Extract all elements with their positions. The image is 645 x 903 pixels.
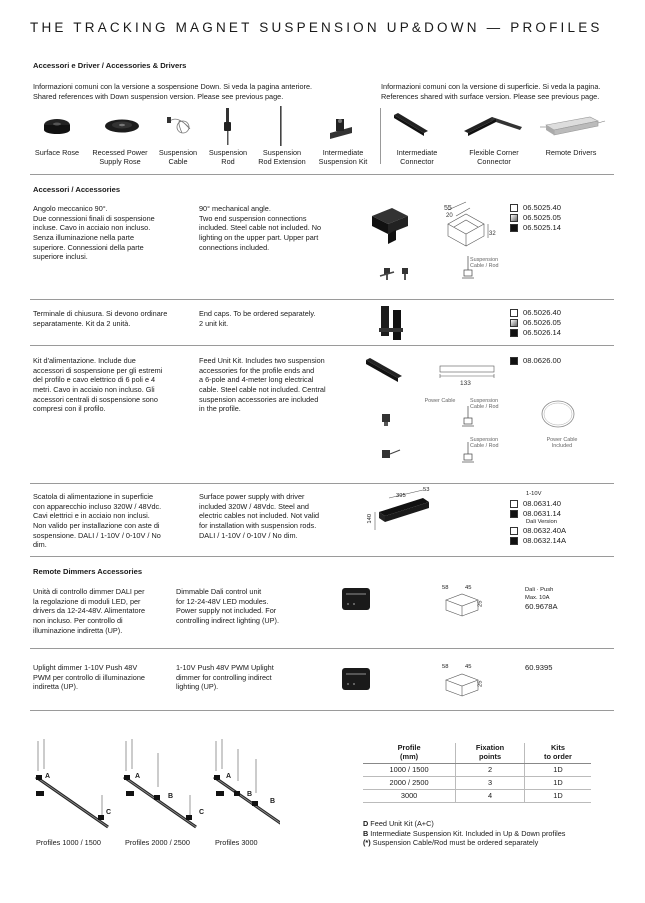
label-c: C	[106, 809, 112, 816]
section-heading-dimmers: Remote Dimmers Accessories	[33, 567, 143, 576]
caption-flexible-corner: Flexible Corner Connector	[469, 148, 519, 167]
dimmer1-info	[525, 587, 558, 612]
suspension-parts-image	[380, 268, 408, 280]
rule	[30, 710, 614, 711]
label-a: A	[226, 773, 232, 780]
end-caps-image	[375, 302, 415, 342]
caption-intermediate-connector: Intermediate Connector	[396, 148, 438, 167]
dim-45: 45	[465, 585, 472, 591]
dimmer2-text-en: 1-10V Push 48V PWM Uplight dimmer for controlling indirect lighting (UP).	[176, 663, 274, 692]
table-header: Profile (mm)	[363, 743, 456, 764]
rule	[30, 556, 614, 557]
caption-profiles-3000: Profiles 3000	[215, 838, 258, 847]
note-right-en: References shared with surface version. Please see previous page.	[381, 91, 600, 101]
feed-unit-image	[366, 358, 402, 382]
swatch-white	[510, 500, 518, 508]
swatch-black	[510, 510, 518, 518]
rule	[30, 299, 614, 300]
caption-suspension-cable: Suspension Cable	[158, 148, 198, 167]
row2-text-en: End caps. To be ordered separately. 2 unit kit.	[199, 309, 316, 328]
label-c: C	[199, 809, 205, 816]
profile-diagrams	[30, 735, 280, 835]
caption-surface-rose: Surface Rose	[34, 148, 80, 157]
row2-codes: 06.5026.40 06.5026.05 06.5026.14	[510, 308, 561, 338]
note-left-it: Informazioni comuni con la versione a sospensione Down. Si veda la pagina anteriore.	[33, 82, 313, 91]
caption-profiles-1000: Profiles 1000 / 1500	[36, 838, 101, 847]
row3-codes: 08.0626.00	[510, 356, 561, 366]
swatch-black	[510, 357, 518, 365]
section-heading-accessories: Accessori / Accessories	[33, 185, 121, 194]
label-b: B	[168, 793, 174, 800]
remote-driver-image	[540, 117, 605, 135]
rule	[30, 648, 614, 649]
dim-133: 133	[460, 380, 471, 387]
dim-25: 25	[477, 680, 484, 687]
dimmer2-text-it: Uplight dimmer 1-10V Push 48V PWM per controllo di illuminazione indiretta (UP).	[33, 663, 145, 692]
section-heading-drivers: Accessori e Driver / Accessories & Drivers	[33, 61, 187, 70]
swatch-black	[510, 329, 518, 337]
caption-remote-drivers: Remote Drivers	[545, 148, 597, 157]
table-row: 2000 / 2500 3 1D	[363, 777, 591, 790]
row1-text-it: Angolo meccanico 90°. Due connessioni finali di sospensione incluse. Cavo in acciaio non incluso. Senza illuminazione nella parte superiore. Connessioni della parte superiore inclusi.	[33, 204, 155, 262]
dim-58: 58	[442, 585, 449, 591]
group-1-10v: 1-10V	[526, 491, 542, 497]
row3-drawings	[360, 350, 520, 472]
dali-push-note: Dali · Push	[525, 587, 554, 593]
table-header: Kits to order	[524, 743, 591, 764]
caption-intermediate-kit: Intermediate Suspension Kit	[318, 148, 368, 167]
swatch-grey	[510, 214, 518, 222]
dimmer1-text-en: Dimmable Dali control unit for 12-24-48V LED modules. Power supply not included. For controlling indirect lighting (UP).	[176, 587, 280, 625]
corner-technical-drawing	[448, 202, 488, 246]
label-b: B	[270, 798, 276, 805]
intermediate-kit-image	[330, 119, 352, 139]
swatch-white	[510, 527, 518, 535]
rule	[30, 483, 614, 484]
swatch-black	[510, 537, 518, 545]
note-right	[381, 82, 631, 101]
row4-text-en: Surface power supply with driver included 320W / 48Vdc. Steel and electric cables not included. Not valid for installation with suspension rods. DALI / 1-10V / 0-10V / No dim.	[199, 492, 320, 540]
power-cable-included-label: Power Cable Included	[546, 437, 578, 450]
dimmer1-code: 60.9678A	[525, 602, 558, 612]
label-a: A	[45, 773, 51, 780]
row1-text-en: 90° mechanical angle. Two end suspension connections included. Steel cable not included. No lighting on the upper part. Upper part connections included.	[199, 204, 322, 252]
swatch-black	[510, 224, 518, 232]
surface-rose-image	[44, 119, 70, 134]
rod-extension-image	[280, 106, 282, 146]
dimmer1-text-it: Unità di controllo dimmer DALI per la regolazione di moduli LED, per drivers da 12-24-48V. Alimentatore non incluso. Per controllo di illuminazione indiretta (UP).	[33, 587, 146, 635]
label-a: A	[135, 773, 141, 780]
dimmer2-code: 60.9395	[525, 663, 553, 672]
row3-text-it: Kit d'alimentazione. Include due accessori di sospensione per gli estremi del profilo e cavo elettrico di 6 poli e 4 metri. Cavo in acciaio non incluso. Gli accessori centrali di sospensione sono compresi con il profilo.	[33, 356, 163, 414]
caption-suspension-rod: Suspension Rod	[208, 148, 248, 167]
dim-140: 140	[367, 513, 374, 524]
swatch-white	[510, 204, 518, 212]
row3-susp-label-1: Suspension Cable / Rod	[470, 398, 499, 411]
table-header: Fixation points	[456, 743, 525, 764]
row2-text-it: Terminale di chiusura. Si devono ordinare separatamente. Kit da 2 unità.	[33, 309, 168, 328]
caption-rod-extension: Suspension Rod Extension	[258, 148, 306, 167]
connector-parts-image	[382, 414, 400, 458]
row3-text-en: Feed Unit Kit. Includes two suspension accessories for the profile ends and a 6-pole and 4-meter long electrical cable. Steel cable not included. Central suspension accessories are included in the profile.	[199, 356, 326, 414]
row1-drawings	[360, 196, 505, 288]
note-right-it: Informazioni comuni con la versione di superficie. Si veda la pagina.	[381, 82, 601, 91]
table-header-row	[363, 743, 591, 764]
swatch-white	[510, 309, 518, 317]
rule	[30, 345, 614, 346]
intermediate-connector-image	[394, 113, 428, 136]
table-row: 1000 / 1500 2 1D	[363, 764, 591, 777]
dim-25: 25	[477, 600, 484, 607]
table-row: 3000 4 1D	[363, 790, 591, 803]
dim-45: 45	[465, 664, 472, 670]
suspension-rod-image	[224, 108, 231, 145]
dim-395: 395	[396, 493, 406, 499]
dim-55: 55	[444, 205, 452, 212]
power-cable-coil-icon	[538, 397, 578, 431]
dim-20: 20	[446, 213, 453, 219]
feed-unit-technical-drawing	[440, 366, 494, 378]
caption-profiles-2000: Profiles 2000 / 2500	[125, 838, 190, 847]
dimmer2-image	[338, 664, 374, 694]
swatch-grey	[510, 319, 518, 327]
corner-angle-image	[372, 208, 408, 244]
fixation-table	[363, 743, 591, 803]
dim-32: 32	[489, 231, 496, 237]
dimmer1-image	[338, 584, 374, 614]
flexible-corner-image	[464, 117, 522, 136]
row3-susp-label-2: Suspension Cable / Rod	[470, 437, 499, 450]
legend-item: D Feed Unit Kit (A+C)	[363, 819, 434, 828]
note-left	[33, 82, 373, 101]
legend-item: (*) Suspension Cable/Rod must be ordered separately	[363, 838, 539, 848]
page-title: THE TRACKING MAGNET SUSPENSION UP&DOWN — PROFILES	[30, 20, 603, 35]
legend	[363, 819, 623, 848]
label-b: B	[247, 791, 253, 798]
row1-codes: 06.5025.40 06.5025.05 06.5025.14	[510, 203, 561, 233]
rule	[30, 174, 614, 175]
dim-58: 58	[442, 664, 449, 670]
note-left-en: Shared references with Down suspension version. Please see previous page.	[33, 91, 284, 101]
max-note: Max. 10A	[525, 594, 550, 601]
suspension-drawings	[462, 406, 474, 462]
row4-codes: 1-10V 08.0631.40 08.0631.14 Dali Version 08.0632.40A 08.0632.14A	[525, 491, 566, 546]
legend-item: B Intermediate Suspension Kit. Included in Up & Down profiles	[363, 828, 566, 838]
suspension-cable-image	[167, 117, 190, 133]
group-dali: Dali Version	[526, 518, 557, 525]
row1-susp-label: Suspension Cable / Rod	[470, 257, 499, 270]
recessed-rose-image	[105, 120, 139, 133]
dim-53: 53	[423, 487, 430, 493]
caption-recessed-rose: Recessed Power Supply Rose	[92, 148, 148, 167]
accessory-images	[30, 105, 620, 147]
row4-text-it: Scatola di alimentazione in superficie con apparecchio incluso 320W / 48Vdc. Cavi elettrici e in acciaio non inclusi. Non valido per installazione con aste di sospensione. DALI / 1-10V / 0-10V / No dim.	[33, 492, 162, 550]
power-cable-label: Power Cable	[424, 398, 456, 404]
